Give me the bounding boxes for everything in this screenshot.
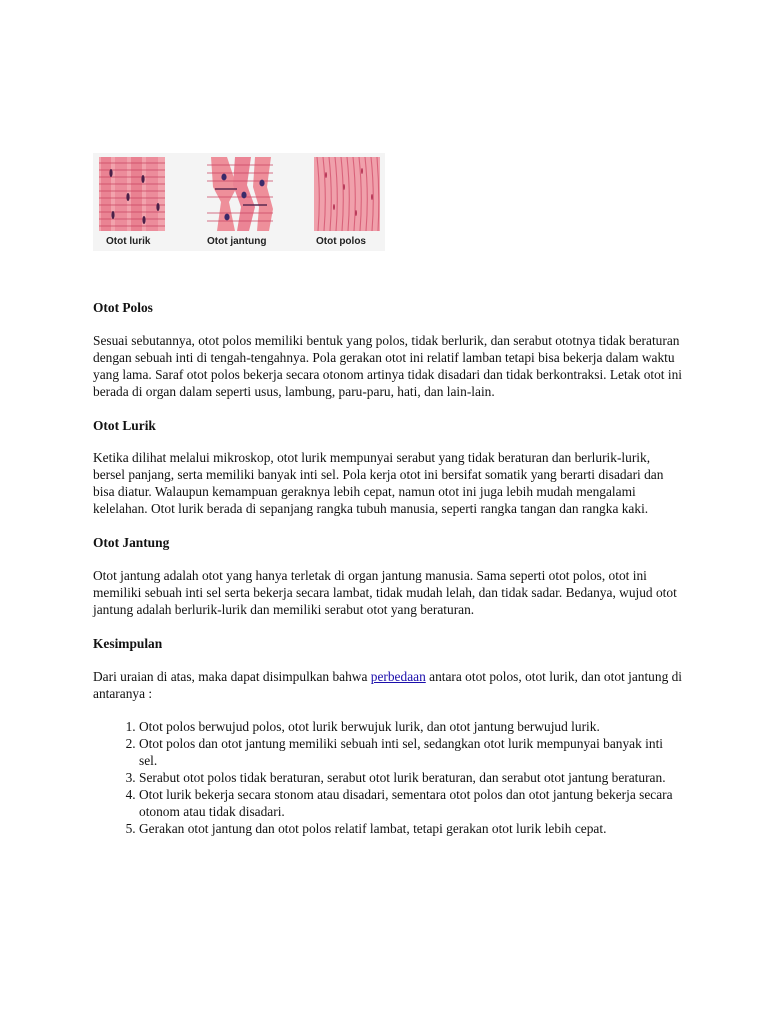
kesimpulan-intro-before: Dari uraian di atas, maka dapat disimpulkan bahwa: [93, 668, 371, 684]
paragraph-otot-polos: Sesuai sebutannya, otot polos memiliki bentuk yang polos, tidak berlurik, dan serabut ototnya tidak beraturan dengan sebuah inti di tengah-tengahnya. Pola gerakan otot ini relatif lamban tetapi bisa bekerja dalam waktu yang lama. Saraf otot polos bekerja secara otonom artinya tidak disadari dan tidak berkontraksi. Letak otot ini berada di organ dalam seperti usus, lambung, paru-paru, hati, dan lain-lain.: [93, 332, 683, 399]
heading-otot-jantung: Otot Jantung: [93, 535, 170, 551]
paragraph-otot-lurik: Ketika dilihat melalui mikroskop, otot lurik mempunyai serabut yang tidak beraturan dan berlurik-lurik, bersel panjang, serta memiliki banyak inti sel. Pola kerja otot ini bersifat somatik yang berarti disadari dan bisa diatur. Walaupun kemampuan geraknya lebih cepat, namun otot ini juga lebih mudah mengalami kelelahan. Otot lurik berada di sepanjang rangka tubuh manusia, seperti rangka tangan dan rangka kaki.: [93, 450, 664, 517]
perbedaan-link[interactable]: perbedaan: [370, 668, 426, 684]
list-item: 2. Otot polos dan otot jantung memiliki sebuah inti sel, sedangkan otot lurik mempunyai banyak inti sel.: [139, 736, 683, 770]
heading-otot-lurik: Otot Lurik: [93, 417, 156, 433]
kesimpulan-intro-after: antara otot polos, otot lurik, dan otot jantung di antaranya :: [93, 668, 683, 701]
document-body: [93, 300, 683, 838]
cardiac-muscle-illustration: [207, 157, 273, 231]
caption-polos: Otot polos: [316, 236, 366, 247]
skeletal-muscle-illustration: [99, 157, 165, 231]
heading-otot-polos: Otot Polos: [93, 300, 153, 315]
list-item: 4. Otot lurik bekerja secara stonom atau disadari, sementara otot polos dan otot jantung bekerja secara otonom atau tidak disadari.: [139, 787, 683, 821]
paragraph-otot-jantung: Otot jantung adalah otot yang hanya terletak di organ jantung manusia. Sama seperti otot polos, otot ini memiliki sebuah inti sel serta bekerja secara lambat, tidak mudah lelah, dan tidak sadar. Bedanya, wujud otot jantung adalah berlurik-lurik dan memiliki serabut otot yang beraturan.: [93, 567, 677, 617]
conclusion-list: [93, 719, 683, 837]
paragraph-kesimpulan: [93, 669, 683, 703]
caption-lurik: Otot lurik: [106, 236, 151, 247]
muscle-types-figure: [93, 153, 385, 251]
list-item: 3. Serabut otot polos tidak beraturan, serabut otot lurik beraturan, dan serabut otot jantung beraturan.: [139, 770, 683, 787]
heading-kesimpulan: Kesimpulan: [93, 635, 163, 651]
smooth-muscle-illustration: [314, 157, 380, 231]
list-item: 5. Gerakan otot jantung dan otot polos relatif lambat, tetapi gerakan otot lurik lebih cepat.: [139, 821, 683, 838]
list-item: 1. Otot polos berwujud polos, otot lurik berwujuk lurik, dan otot jantung berwujud lurik.: [139, 719, 683, 736]
caption-jantung: Otot jantung: [207, 236, 267, 247]
